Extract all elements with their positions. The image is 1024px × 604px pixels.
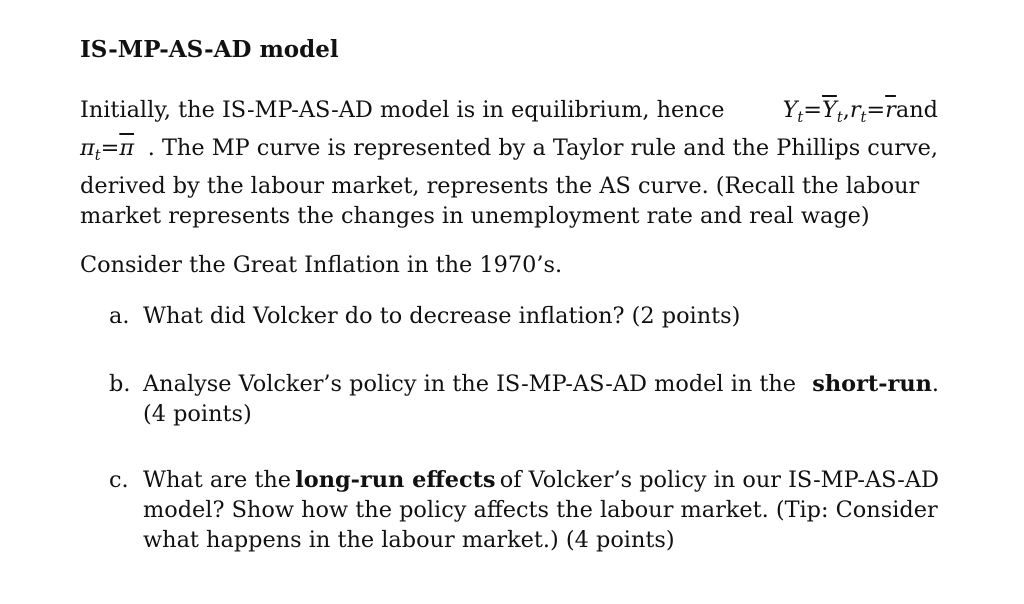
- document-title: IS-MP-AS-AD model: [80, 36, 339, 63]
- math-r-bar: $\overline{r}$: [885, 97, 896, 123]
- math-y: Y: [782, 97, 798, 123]
- item-marker: c.: [109, 467, 129, 493]
- math-y-bar-sub: t: [836, 109, 843, 127]
- intro-paragraph: [80, 95, 938, 231]
- consider-text: Consider the Great Inflation in the 1970’s.: [80, 252, 563, 278]
- intro-line-4: [80, 201, 938, 231]
- math-pi-bar: $\overline{\pi}$: [119, 135, 135, 162]
- item-body: [143, 369, 939, 429]
- intro-line-1-text: Initially, the IS-MP-AS-AD model is in equilibrium, hence: [80, 97, 725, 123]
- item-marker: a.: [109, 303, 130, 329]
- math-eq-1: =: [803, 97, 823, 123]
- item-b-line-2: [143, 399, 939, 429]
- intro-line-3-text: derived by the labour market, represents the AS curve. (Recall the labour: [80, 173, 920, 200]
- intro-line-1-math: [783, 95, 938, 133]
- intro-line-2-text: . The MP curve is represented by a Taylor rule and the Phillips curve,: [147, 135, 938, 162]
- item-body: [143, 301, 939, 331]
- math-y-bar: $\overline{Y}$: [822, 97, 837, 123]
- math-eq-3: =: [100, 135, 120, 162]
- intro-line-2: [80, 133, 938, 171]
- intro-line-1: [80, 95, 938, 133]
- item-body: [143, 465, 939, 555]
- item-b-bold: short-run: [812, 371, 932, 397]
- intro-line-3: [80, 171, 938, 201]
- item-c-text-post: of Volcker’s policy in our IS-MP-AS-AD: [499, 467, 939, 493]
- item-a-text: What did Volcker do to decrease inflation? (2 points): [143, 303, 741, 329]
- item-c-line-2: [143, 495, 939, 525]
- item-b-emphasis: [812, 369, 939, 399]
- item-c-line-1: [143, 465, 939, 495]
- item-a-line-1: [143, 301, 939, 331]
- item-c-text-pre: What are the: [143, 467, 291, 493]
- item-c-line-3: [143, 525, 939, 555]
- item-b-points: (4 points): [143, 401, 252, 427]
- math-eq-2: =: [866, 97, 886, 123]
- item-b-text-pre: Analyse Volcker’s policy in the IS-MP-AS-AD model in the: [143, 371, 797, 397]
- math-y-sub: t: [797, 109, 804, 127]
- intro-line-4-text: market represents the changes in unemployment rate and real wage): [80, 203, 870, 230]
- item-c-bold: long-run effects: [295, 467, 496, 493]
- intro-line-2-math: [80, 133, 134, 171]
- math-pi: π: [80, 135, 95, 162]
- intro-line-1-end: and: [895, 97, 938, 123]
- math-r-sub: t: [860, 109, 867, 127]
- item-c-line-2-text: model? Show how the policy affects the labour market. (Tip: Consider: [143, 497, 938, 523]
- math-r: r: [849, 97, 861, 123]
- math-pi-sub: t: [94, 147, 101, 165]
- item-marker: b.: [109, 371, 131, 397]
- item-b-line-1: [143, 369, 939, 399]
- math-comma: ,: [842, 97, 850, 123]
- item-c-line-3-text: what happens in the labour market.) (4 points): [143, 527, 675, 553]
- item-b-post: .: [931, 371, 939, 397]
